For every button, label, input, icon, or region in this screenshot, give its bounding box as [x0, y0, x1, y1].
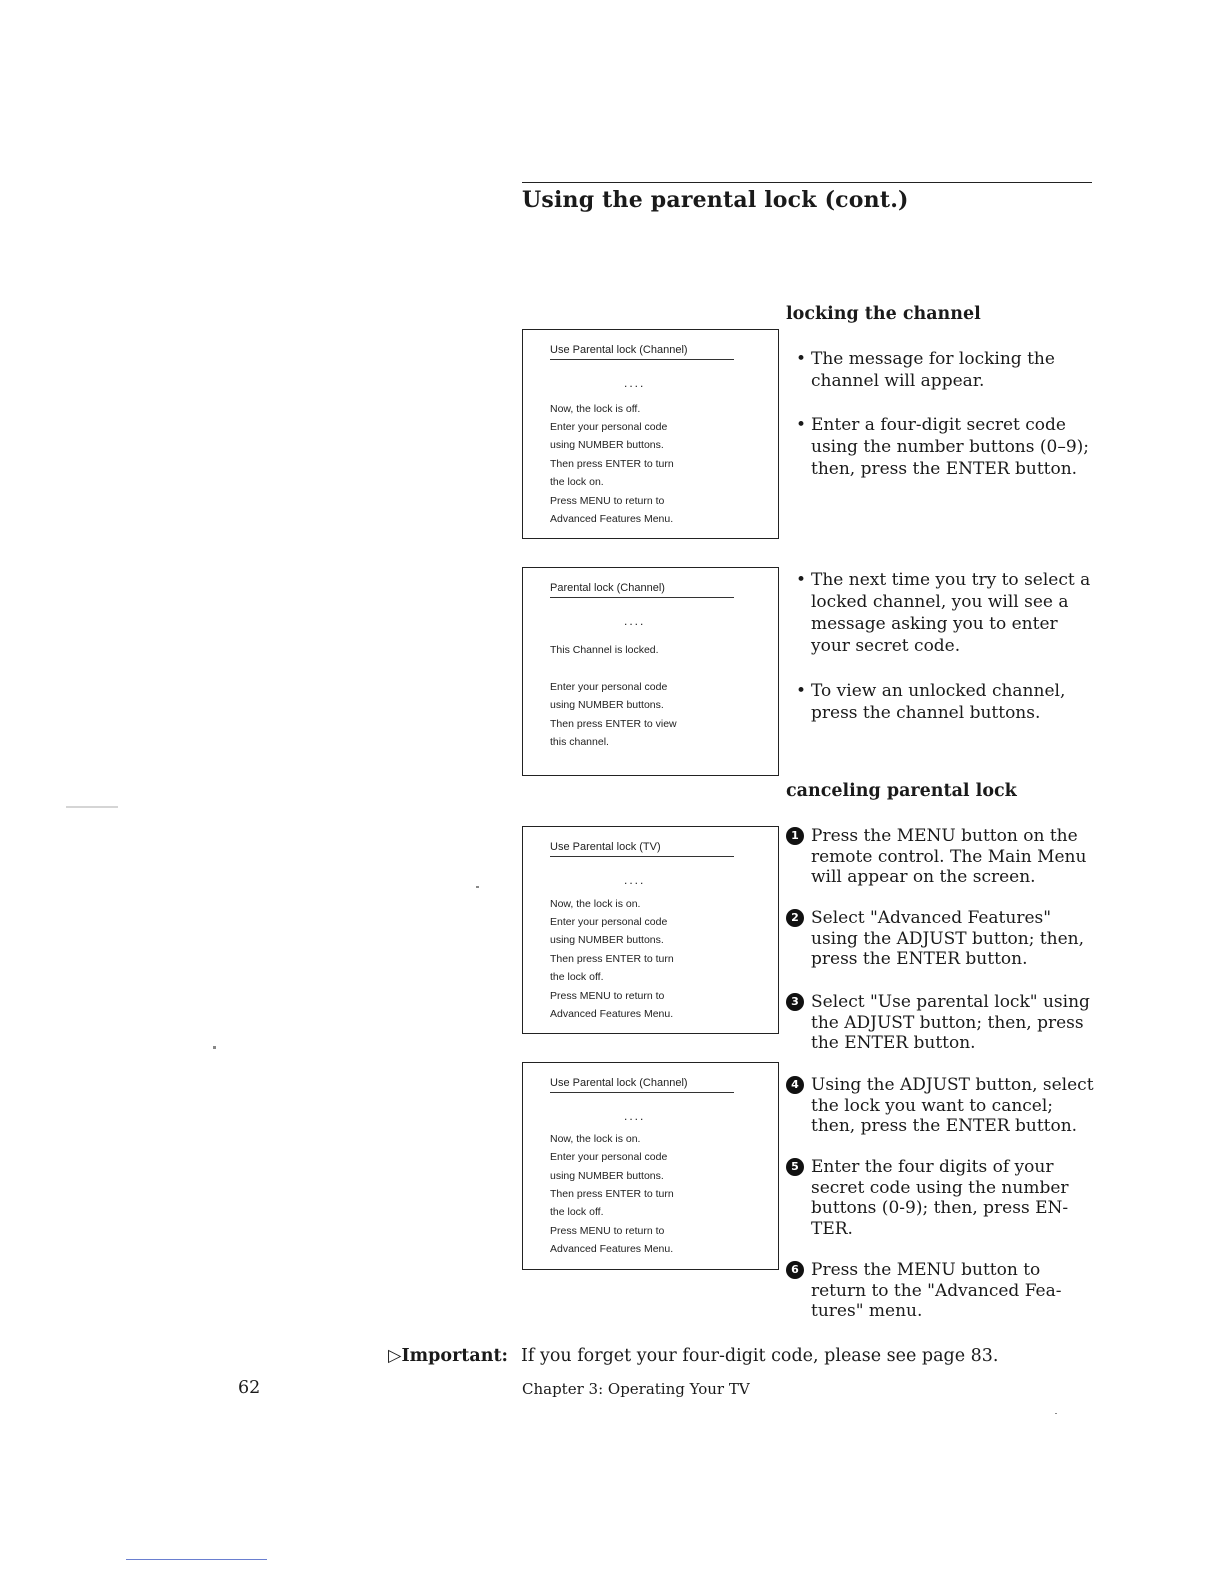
- osd-line: Advanced Features Menu.: [550, 1008, 674, 1020]
- osd-dots: ....: [624, 873, 646, 887]
- bullet-dot-icon: •: [796, 415, 807, 435]
- osd-line: using NUMBER buttons.: [550, 1170, 664, 1182]
- osd-line: Enter your personal code: [550, 681, 668, 693]
- step-text: Select "Use parental lock" using the ADJUST button; then, press the ENTER button.: [811, 992, 1090, 1053]
- step-number-icon: 1: [786, 827, 804, 845]
- scan-speck: [213, 1046, 216, 1049]
- bullet-text: The message for locking the channel will appear.: [811, 349, 1055, 391]
- osd-title: Use Parental lock (Channel): [550, 344, 734, 360]
- osd-screen-channel-locked: [522, 567, 779, 776]
- triangle-right-icon: ▷: [388, 1346, 402, 1366]
- bullet-text: To view an unlocked channel, press the channel buttons.: [811, 681, 1066, 723]
- osd-line: Press MENU to return to: [550, 495, 665, 507]
- important-label: [388, 1346, 508, 1366]
- osd-title: Parental lock (Channel): [550, 582, 734, 598]
- osd-line: This Channel is locked.: [550, 644, 659, 656]
- osd-line: Press MENU to return to: [550, 990, 665, 1002]
- osd-dots: ....: [624, 614, 646, 628]
- osd-title: Use Parental lock (Channel): [550, 1077, 734, 1093]
- step-number-icon: 6: [786, 1261, 804, 1279]
- bullet-dot-icon: •: [796, 570, 807, 590]
- bullet-dot-icon: •: [796, 681, 807, 701]
- bullet-text: The next time you try to select a locked channel, you will see a message asking you to enter your secret code.: [811, 570, 1091, 656]
- step-text: Enter the four digits of your secret code using the number buttons (0-9); then, press EN-TER.: [811, 1157, 1069, 1239]
- locking-heading: locking the channel: [786, 304, 981, 324]
- step-number-icon: 5: [786, 1158, 804, 1176]
- osd-line: using NUMBER buttons.: [550, 934, 664, 946]
- osd-line: this channel.: [550, 736, 609, 748]
- bullet-text: Enter a four-digit secret code using the number buttons (0–9); then, press the ENTER button.: [811, 415, 1090, 479]
- osd-screen-channel-lock-off: [522, 1062, 779, 1270]
- osd-screen-tv-lock: [522, 826, 779, 1034]
- osd-line: Then press ENTER to turn: [550, 953, 674, 965]
- page-title: Using the parental lock (cont.): [522, 187, 909, 213]
- osd-title: Use Parental lock (TV): [550, 841, 734, 857]
- osd-line: Then press ENTER to turn: [550, 458, 674, 470]
- osd-line: Now, the lock is on.: [550, 1133, 641, 1145]
- osd-dots: ....: [624, 1109, 646, 1123]
- step-number-icon: 2: [786, 909, 804, 927]
- osd-line: Press MENU to return to: [550, 1225, 665, 1237]
- osd-line: Now, the lock is on.: [550, 898, 641, 910]
- osd-line: using NUMBER buttons.: [550, 699, 664, 711]
- scan-speck: [66, 806, 118, 808]
- chapter-footer: Chapter 3: Operating Your TV: [522, 1380, 750, 1398]
- osd-line: Now, the lock is off.: [550, 403, 641, 415]
- osd-line: Enter your personal code: [550, 916, 668, 928]
- osd-line: Advanced Features Menu.: [550, 513, 674, 525]
- osd-screen-lock-on: [522, 329, 779, 539]
- scan-speck: [476, 886, 479, 888]
- bullet-dot-icon: •: [796, 349, 807, 369]
- step-text: Select "Advanced Features" using the ADJUST button; then, press the ENTER button.: [811, 908, 1085, 969]
- important-text: If you forget your four-digit code, please see page 83.: [521, 1346, 999, 1366]
- step-text: Using the ADJUST button, select the lock you want to cancel; then, press the ENTER button.: [811, 1075, 1094, 1136]
- osd-line: the lock on.: [550, 476, 604, 488]
- scan-speck: [1055, 1413, 1057, 1414]
- osd-line: using NUMBER buttons.: [550, 439, 664, 451]
- bottom-rule: [126, 1559, 267, 1560]
- osd-line: Enter your personal code: [550, 1151, 668, 1163]
- step-text: Press the MENU button on the remote control. The Main Menu will appear on the screen.: [811, 826, 1087, 887]
- osd-line: Then press ENTER to turn: [550, 1188, 674, 1200]
- title-rule: [522, 182, 1092, 183]
- step-number-icon: 3: [786, 993, 804, 1011]
- osd-line: the lock off.: [550, 971, 604, 983]
- step-text: Press the MENU button to return to the "Advanced Fea-tures" menu.: [811, 1260, 1062, 1321]
- important-label-text: Important:: [401, 1346, 508, 1366]
- step-number-icon: 4: [786, 1076, 804, 1094]
- osd-line: Enter your personal code: [550, 421, 668, 433]
- osd-line: Advanced Features Menu.: [550, 1243, 674, 1255]
- osd-line: Then press ENTER to view: [550, 718, 677, 730]
- page-number: 62: [238, 1378, 261, 1398]
- osd-line: the lock off.: [550, 1206, 604, 1218]
- osd-dots: ....: [624, 376, 646, 390]
- canceling-heading: canceling parental lock: [786, 781, 1017, 801]
